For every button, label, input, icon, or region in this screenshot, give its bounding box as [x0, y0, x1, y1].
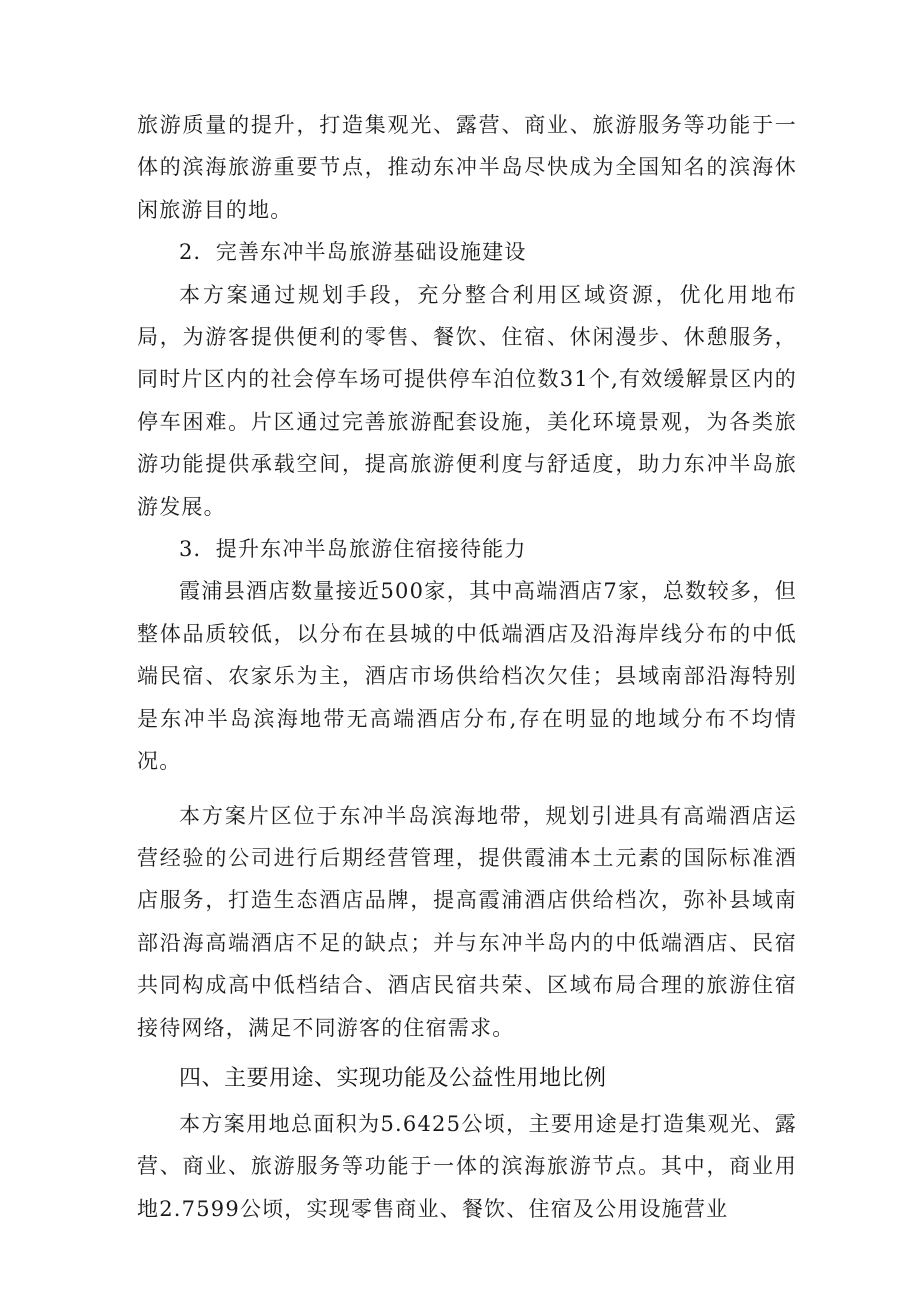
paragraph-hotel-status: 霞浦县酒店数量接近500家，其中高端酒店7家，总数较多，但整体品质较低，以分布在县城的中低端酒店及沿海岸线分布的中低端民宿、农家乐为主，酒店市场供给档次欠佳；县域南部沿海特别是东冲半岛滨海地带无高端酒店分布,存在明显的地域分布不均情况。	[137, 579, 797, 774]
subheading-2: 2．完善东冲半岛旅游基础设施建设	[179, 240, 527, 265]
document-body	[137, 104, 797, 1230]
subheading-3: 3．提升东冲半岛旅游住宿接待能力	[179, 537, 527, 562]
paragraph-infrastructure: 本方案通过规划手段，充分整合利用区域资源，优化用地布局，为游客提供便利的零售、餐饮、住宿、休闲漫步、休憩服务，同时片区内的社会停车场可提供停车泊位数31个,有效缓解景区内的停车困难。片区通过完善旅游配套设施，美化环境景观，为各类旅游功能提供承载空间，提高旅游便利度与舒适度，助力东冲半岛旅游发展。	[137, 282, 797, 519]
paragraph-hotel-plan: 本方案片区位于东冲半岛滨海地带，规划引进具有高端酒店运营经验的公司进行后期经营管理，提供霞浦本土元素的国际标准酒店服务，打造生态酒店品牌，提高霞浦酒店供给档次，弥补县域南部沿海高端酒店不足的缺点；并与东冲半岛内的中低端酒店、民宿共同构成高中低档结合、酒店民宿共荣、区域布局合理的旅游住宿接待网络，满足不同游客的住宿需求。	[137, 803, 797, 1040]
section-heading-4: 四、主要用途、实现功能及公益性用地比例	[179, 1065, 607, 1091]
paragraph-land-use: 本方案用地总面积为5.6425公顷，主要用途是打造集观光、露营、商业、旅游服务等功能于一体的滨海旅游节点。其中，商业用地2.7599公顷，实现零售商业、餐饮、住宿及公用设施营业	[137, 1111, 797, 1221]
paragraph-continued: 旅游质量的提升，打造集观光、露营、商业、旅游服务等功能于一体的滨海旅游重要节点，推动东冲半岛尽快成为全国知名的滨海休闲旅游目的地。	[137, 113, 797, 222]
